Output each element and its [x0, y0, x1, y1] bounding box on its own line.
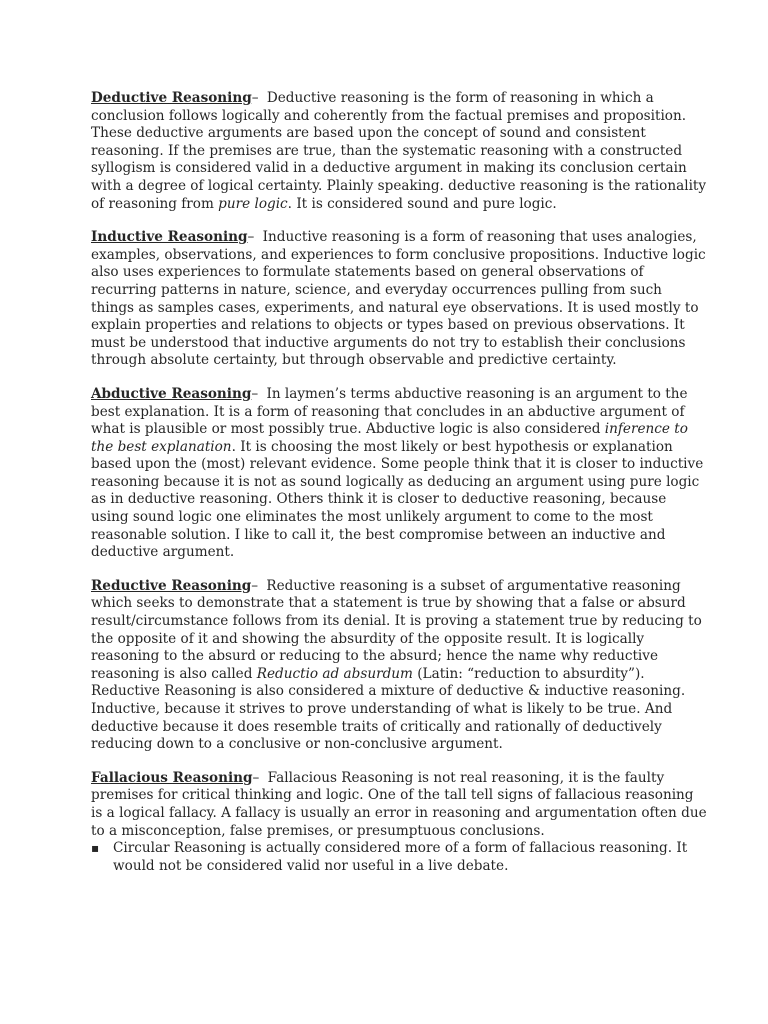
section-reductive: [91, 578, 708, 754]
section-body-after: . It is considered sound and pure logic.: [287, 195, 557, 212]
term-heading: Reductive Reasoning: [91, 577, 252, 594]
section-body-after: (Latin: “reduction to absurdity”). Reductive Reasoning is also considered a mixture of deductive & inductive reasoning. Inductive, because it strives to prove understanding of what is likely to be true. And deductive because it does resemble traits of critically and rationally of deductively reducing down to a conclusive or non-conclusive argument.: [91, 665, 686, 753]
term-heading: Fallacious Reasoning: [91, 769, 253, 786]
term-dash: –: [251, 90, 259, 106]
section-deductive: [91, 90, 708, 213]
term-heading: Inductive Reasoning: [91, 229, 248, 246]
italic-phrase: inference to the best explanation: [91, 421, 688, 455]
section-fallacious: [91, 770, 708, 840]
section-inductive: [91, 229, 708, 370]
term-dash: –: [247, 229, 255, 246]
term-heading: Deductive Reasoning: [91, 90, 252, 106]
term-dash: –: [251, 577, 259, 594]
section-body: Deductive reasoning is the form of reasoning in which a conclusion follows logically and coherently from the factual premises and proposition. These deductive arguments are based upon the concept of sound and consistent reasoning. If the premises are true, than the systematic reasoning with a constructed syllogism is considered valid in a deductive argument in making its conclusion certain with a degree of logical certainty. Plainly speaking. deductive reasoning is the rationality of reasoning from: [91, 90, 707, 212]
section-body-after: . It is choosing the most likely or best hypothesis or explanation based upon the (most) relevant evidence. Some people think that it is closer to inductive reasoning because it is not as sound logically as deducing an argument using pure logic as in deductive reasoning. Others think it is closer to deductive reasoning, because using sound logic one eliminates the most unlikely argument to come to the most reasonable solution. I like to call it, the best compromise between an inductive and deductive argument.: [91, 438, 704, 561]
term-dash: –: [251, 385, 259, 402]
bullet-list: [91, 840, 708, 875]
section-body: Inductive reasoning is a form of reasoning that uses analogies, examples, observations, and experiences to form conclusive propositions. Inductive logic also uses experiences to formulate statements based on general observations of recurring patterns in nature, science, and everyday occurrences pulling from such things as samples cases, experiments, and natural eye observations. It is used mostly to explain properties and relations to objects or types based on previous observations. It must be understood that inductive arguments do not try to establish their conclusions through absolute certainty, but through observable and predictive certainty.: [91, 229, 706, 369]
italic-phrase: Reductio ad absurdum: [256, 665, 413, 682]
list-item: ▪ Circular Reasoning is actually considered more of a form of fallacious reasoning. It would not be considered valid nor useful in a live debate.: [91, 840, 708, 875]
italic-phrase: pure logic: [218, 195, 288, 212]
section-body: Fallacious Reasoning is not real reasoning, it is the faulty premises for critical thinking and logic. One of the tall tell signs of fallacious reasoning is a logical fallacy. A fallacy is usually an error in reasoning and argumentation often due to a misconception, false premises, or presumptuous conclusions.: [91, 769, 707, 839]
section-body: In laymen’s terms abductive reasoning is an argument to the best explanation. It is a form of reasoning that concludes in an abductive argument of what is plausible or most possibly true. Abductive logic is also considered: [91, 385, 688, 438]
term-dash: –: [252, 769, 260, 786]
term-heading: Abductive Reasoning: [91, 385, 252, 402]
section-body: Reductive reasoning is a subset of argumentative reasoning which seeks to demonstrate that a statement is true by showing that a false or absurd result/circumstance follows from its denial. It is proving a statement true by reducing to the opposite of it and showing the absurdity of the opposite result. It is logically reasoning to the absurd or reducing to the absurd; hence the name why reductive reasoning is also called: [91, 577, 702, 682]
section-abductive: [91, 386, 708, 562]
